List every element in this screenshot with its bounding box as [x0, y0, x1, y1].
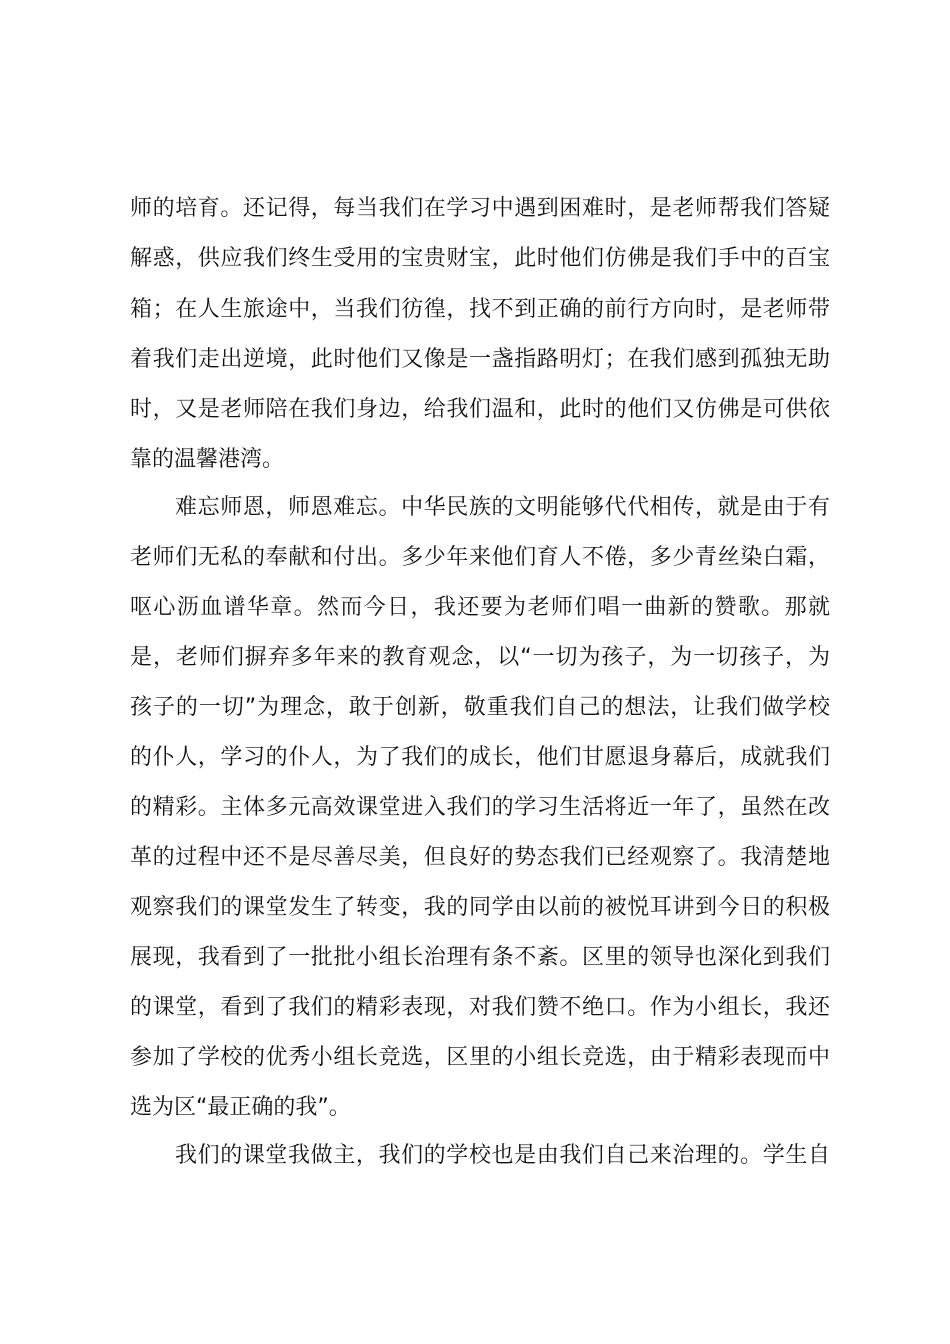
- paragraph-1-line-1: 师的培育。还记得，每当我们在学习中遇到困难时，是老师帮我们答疑: [130, 196, 830, 221]
- paragraph-2-line-1: 难忘师恩，师恩难忘。中华民族的文明能够代代相传，就是由于有: [175, 495, 830, 520]
- paragraph-1-line-5: 时，又是老师陪在我们身边，给我们温和，此时的他们又仿佛是可供依: [130, 397, 830, 422]
- paragraph-1-line-3: 箱；在人生旅途中，当我们彷徨，找不到正确的前行方向时，是老师带: [130, 297, 830, 322]
- paragraph-2-line-3: 呕心沥血谱华章。然而今日，我还要为老师们唱一曲新的赞歌。那就: [130, 595, 830, 620]
- paragraph-2-line-6: 的仆人，学习的仆人，为了我们的成长，他们甘愿退身幕后，成就我们: [130, 745, 830, 770]
- paragraph-2-line-13: 选为区“最正确的我”。: [130, 1095, 351, 1120]
- paragraph-2-line-2: 老师们无私的奉献和付出。多少年来他们育人不倦，多少青丝染白霜，: [130, 545, 830, 570]
- paragraph-2-line-11: 的课堂，看到了我们的精彩表现，对我们赞不绝口。作为小组长，我还: [130, 995, 830, 1020]
- paragraph-2-line-7: 的精彩。主体多元高效课堂进入我们的学习生活将近一年了，虽然在改: [130, 795, 830, 820]
- paragraph-2-line-5: 孩子的一切”为理念，敢于创新，敬重我们自己的想法，让我们做学校: [130, 695, 830, 720]
- paragraph-2-line-4: 是，老师们摒弃多年来的教育观念，以“一切为孩子，为一切孩子，为: [130, 645, 830, 670]
- paragraph-1-line-6: 靠的温馨港湾。: [130, 447, 285, 472]
- paragraph-2-line-10: 展现，我看到了一批批小组长治理有条不紊。区里的领导也深化到我们: [130, 945, 830, 970]
- paragraph-2-line-8: 革的过程中还不是尽善尽美，但良好的势态我们已经观察了。我清楚地: [130, 845, 830, 870]
- paragraph-1-line-2: 解惑，供应我们终生受用的宝贵财宝，此时他们仿佛是我们手中的百宝: [130, 246, 830, 271]
- paragraph-2-line-12: 参加了学校的优秀小组长竞选，区里的小组长竞选，由于精彩表现而中: [130, 1045, 830, 1070]
- paragraph-1-line-4: 着我们走出逆境，此时他们又像是一盏指路明灯；在我们感到孤独无助: [130, 347, 830, 372]
- paragraph-3-line-1: 我们的课堂我做主，我们的学校也是由我们自己来治理的。学生自: [175, 1143, 830, 1168]
- paragraph-2-line-9: 观察我们的课堂发生了转变，我的同学由以前的被悦耳讲到今日的积极: [130, 895, 830, 920]
